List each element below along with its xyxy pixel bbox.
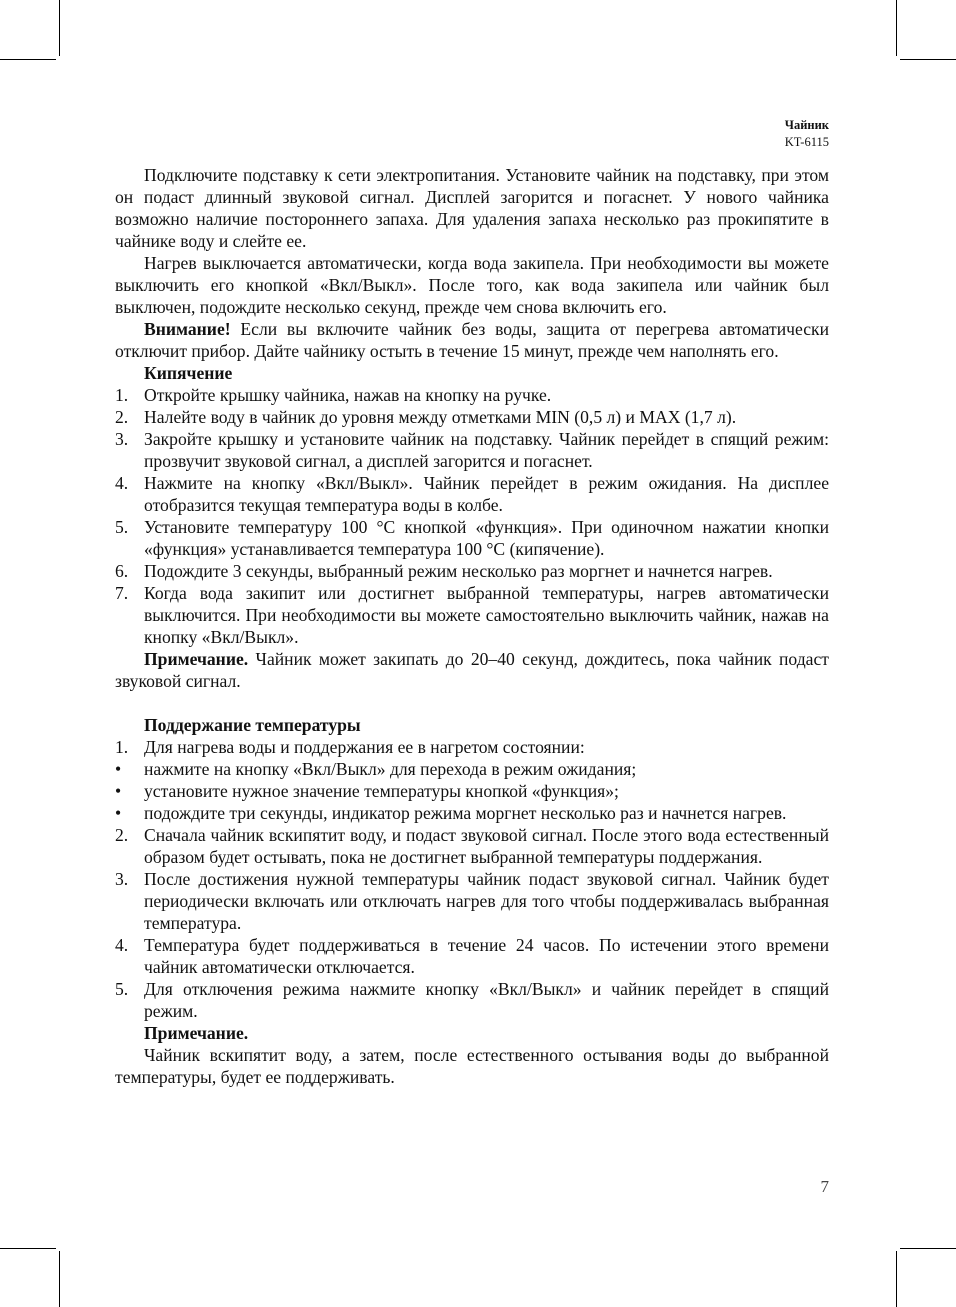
list-text: Температура будет поддерживаться в течение 24 часов. По истечении этого времени чайник автоматически отключается. (144, 935, 829, 977)
list-number: 2. (115, 825, 129, 845)
list-number: 7. (115, 583, 129, 603)
list-number: 6. (115, 561, 129, 581)
list-number: 2. (115, 407, 129, 427)
list-number: 1. (115, 737, 129, 757)
list-item (115, 934, 829, 978)
list-item (115, 736, 829, 758)
list-item (115, 516, 829, 560)
list-text: Установите температуру 100 °С кнопкой «функция». При одиночном нажатии кнопки «функция» устанавливается температура 100 °С (кипячение). (144, 517, 829, 559)
list-item (115, 582, 829, 648)
list-item (115, 560, 829, 582)
list-item (115, 824, 829, 868)
bullet-item (115, 802, 829, 824)
list-number: 3. (115, 429, 129, 449)
header-model: KT-6115 (784, 135, 829, 149)
list-item (115, 978, 829, 1022)
bullet-icon: • (115, 781, 122, 801)
list-text: Для нагрева воды и поддержания ее в нагретом состоянии: (144, 737, 585, 757)
bullet-icon: • (115, 759, 122, 779)
section-title-keeping: Поддержание температуры (144, 715, 361, 735)
list-text: Нажмите на кнопку «Вкл/Выкл». Чайник перейдет в режим ожидания. На дисплее отобразится текущая температура воды в колбе. (144, 473, 829, 515)
list-text: установите нужное значение температуры кнопкой «функция»; (144, 781, 619, 801)
header-title: Чайник (784, 118, 829, 132)
bullet-icon: • (115, 803, 122, 823)
keeping-bullets (115, 758, 829, 824)
list-number: 1. (115, 385, 129, 405)
list-text: Подождите 3 секунды, выбранный режим несколько раз моргнет и начнется нагрев. (144, 561, 773, 581)
crop-mark (0, 1248, 56, 1249)
intro-paragraph: Нагрев выключается автоматически, когда вода закипела. При необходимости вы можете выключить его кнопкой «Вкл/Выкл». После того, как вода закипела или чайник был выключен, подождите несколько секунд, прежде чем снова включить его. (115, 253, 829, 317)
list-text: Для отключения режима нажмите кнопку «Вкл/Выкл» и чайник перейдет в спящий режим. (144, 979, 829, 1021)
list-text: После достижения нужной температуры чайник подаст звуковой сигнал. Чайник будет периодически включать или отключать нагрев для того чтобы поддерживалась выбранная температура. (144, 869, 829, 933)
document-body (115, 164, 829, 1088)
warning-label: Внимание! (144, 319, 231, 339)
bullet-item (115, 780, 829, 802)
note-text: Чайник может закипать до 20–40 секунд, дождитесь, пока чайник подаст звуковой сигнал. (115, 649, 829, 691)
bullet-item (115, 758, 829, 780)
crop-mark (900, 59, 956, 60)
boiling-note (115, 648, 829, 692)
list-number: 5. (115, 517, 129, 537)
boiling-steps (115, 384, 829, 648)
crop-mark (59, 0, 60, 56)
crop-mark (896, 1251, 897, 1307)
warning-paragraph (115, 318, 829, 362)
list-item (115, 384, 829, 406)
list-text: подождите три секунды, индикатор режима моргнет несколько раз и начнется нагрев. (144, 803, 787, 823)
list-number: 4. (115, 935, 129, 955)
keeping-note-text: Чайник вскипятит воду, а затем, после естественного остывания воды до выбранной температуры, будет ее поддерживать. (115, 1045, 829, 1087)
crop-mark (0, 59, 56, 60)
list-text: Сначала чайник вскипятит воду, и подаст звуковой сигнал. После этого вода естественный образом будет остывать, пока не достигнет выбранной температуры поддержания. (144, 825, 829, 867)
list-number: 4. (115, 473, 129, 493)
warning-text: Если вы включите чайник без воды, защита от перегрева автоматически отключит прибор. Дайте чайнику остыть в течение 15 минут, прежде чем наполнять его. (115, 319, 829, 361)
list-text: Когда вода закипит или достигнет выбранной температуры, нагрев автоматически выключится. При необходимости вы можете самостоятельно выключить чайник, нажав на кнопку «Вкл/Выкл». (144, 583, 829, 647)
list-text: нажмите на кнопку «Вкл/Выкл» для перехода в режим ожидания; (144, 759, 637, 779)
list-text: Налейте воду в чайник до уровня между отметками MIN (0,5 л) и MAX (1,7 л). (144, 407, 737, 427)
keeping-steps (115, 736, 829, 758)
note-label: Примечание. (144, 649, 249, 669)
list-item (115, 472, 829, 516)
page-number: 7 (820, 1177, 829, 1196)
intro-paragraph: Подключите подставку к сети электропитания. Установите чайник на подставку, при этом он подаст длинный звуковой сигнал. Дисплей загорится и погаснет. У нового чайника возможно наличие постороннего запаха. Для удаления запаха несколько раз прокипятите в чайнике воду и слейте ее. (115, 165, 829, 251)
crop-mark (59, 1251, 60, 1307)
section-title-boiling: Кипячение (144, 363, 233, 383)
list-number: 3. (115, 869, 129, 889)
keeping-steps-cont (115, 824, 829, 1022)
list-item (115, 428, 829, 472)
keeping-note-label: Примечание. (144, 1023, 249, 1043)
list-text: Закройте крышку и установите чайник на подставку. Чайник перейдет в спящий режим: прозвучит звуковой сигнал, а дисплей загорится и погаснет. (144, 429, 829, 471)
list-item (115, 868, 829, 934)
crop-mark (896, 0, 897, 56)
list-number: 5. (115, 979, 129, 999)
running-header (785, 117, 829, 151)
list-text: Откройте крышку чайника, нажав на кнопку на ручке. (144, 385, 552, 405)
list-item (115, 406, 829, 428)
crop-mark (900, 1248, 956, 1249)
